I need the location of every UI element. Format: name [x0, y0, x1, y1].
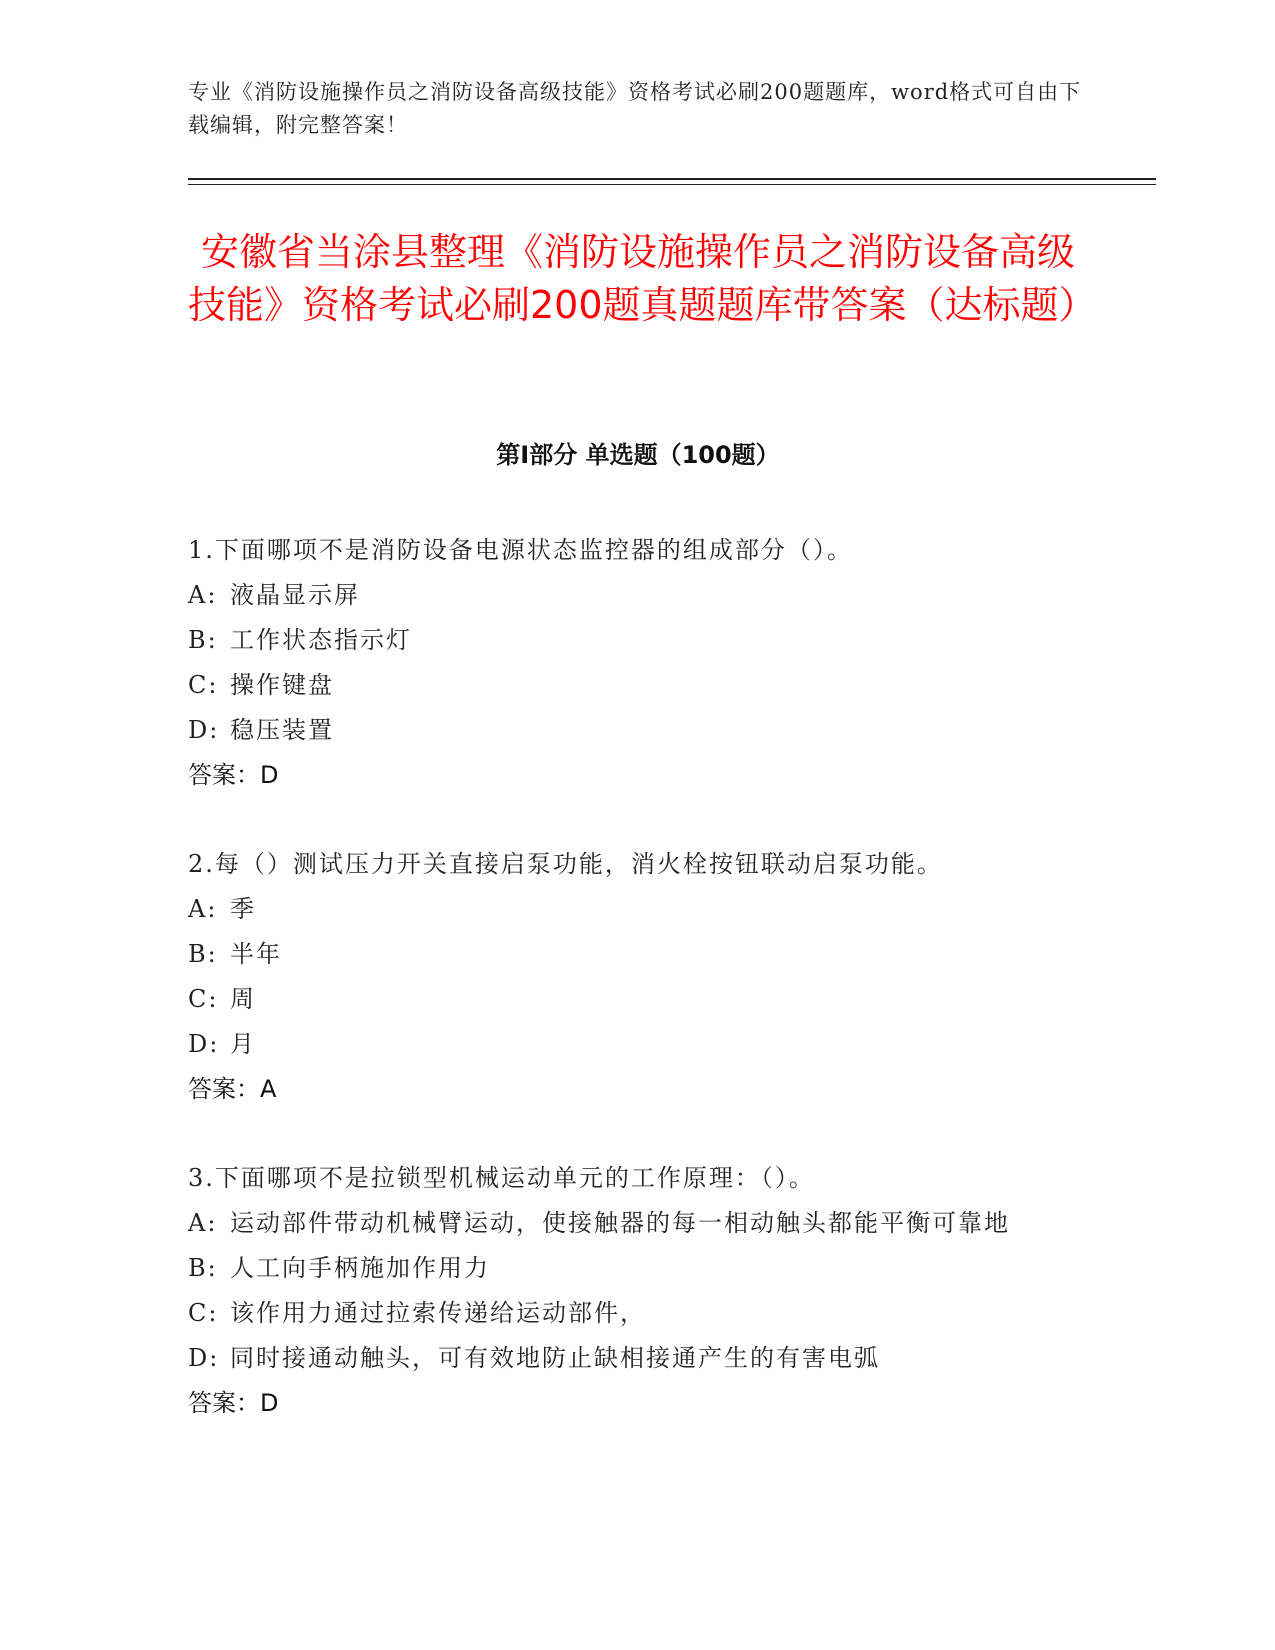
- option-key: C:: [188, 671, 219, 699]
- question-3: [188, 1156, 1088, 1426]
- option-text: 周: [230, 985, 256, 1013]
- option-text: 半年: [230, 940, 282, 968]
- option-c: [188, 977, 1088, 1022]
- option-text: 稳压装置: [230, 716, 334, 744]
- answer-line: [188, 1067, 1088, 1112]
- option-text: 月: [230, 1030, 256, 1058]
- answer-line: [188, 1381, 1088, 1426]
- option-key: B:: [188, 940, 218, 968]
- question-stem: 2.每（）测试压力开关直接启泵功能，消火栓按钮联动启泵功能。: [188, 850, 943, 878]
- option-b: [188, 1246, 1088, 1291]
- option-key: A:: [188, 895, 218, 923]
- option-a: [188, 887, 1088, 932]
- option-text: 同时接通动触头，可有效地防止缺相接通产生的有害电弧: [230, 1344, 880, 1372]
- option-a: [188, 573, 1088, 618]
- answer-label: 答案：: [188, 1389, 260, 1417]
- answer-value: D: [260, 1389, 279, 1417]
- header-rule-thin: [188, 184, 1156, 185]
- option-key: D:: [188, 1030, 220, 1058]
- option-b: [188, 618, 1088, 663]
- option-b: [188, 932, 1088, 977]
- option-text: 季: [230, 895, 256, 923]
- option-key: B:: [188, 626, 218, 654]
- option-text: 人工向手柄施加作用力: [230, 1254, 490, 1282]
- option-key: D:: [188, 1344, 220, 1372]
- question-1: [188, 528, 1088, 798]
- option-key: C:: [188, 985, 219, 1013]
- answer-label: 答案：: [188, 761, 260, 789]
- option-text: 运动部件带动机械臂运动，使接触器的每一相动触头都能平衡可靠地: [230, 1209, 1010, 1237]
- answer-value: D: [260, 761, 279, 789]
- question-stem: 1.下面哪项不是消防设备电源状态监控器的组成部分（）。: [188, 536, 853, 564]
- option-c: [188, 663, 1088, 708]
- option-text: 工作状态指示灯: [230, 626, 412, 654]
- question-2: [188, 842, 1088, 1112]
- option-c: [188, 1291, 1088, 1336]
- answer-value: A: [260, 1075, 277, 1103]
- option-key: A:: [188, 1209, 218, 1237]
- document-title: 安徽省当涂县整理《消防设施操作员之消防设备高级技能》资格考试必刷200题真题题库带答案（达标题）: [188, 230, 1097, 327]
- answer-label: 答案：: [188, 1075, 260, 1103]
- option-d: [188, 1336, 1088, 1381]
- option-d: [188, 708, 1088, 753]
- question-list: [188, 528, 1088, 1470]
- option-text: 操作键盘: [230, 671, 334, 699]
- option-text: 液晶显示屏: [230, 581, 360, 609]
- option-key: D:: [188, 716, 220, 744]
- answer-line: [188, 753, 1088, 798]
- header-note: 专业《消防设施操作员之消防设备高级技能》资格考试必刷200题题库，word格式可自由下载编辑，附完整答案！: [188, 80, 1082, 137]
- option-key: A:: [188, 581, 218, 609]
- option-d: [188, 1022, 1088, 1067]
- header-rule-thick: [188, 178, 1156, 180]
- option-key: B:: [188, 1254, 218, 1282]
- section-title: 第Ⅰ部分 单选题（100题）: [496, 441, 780, 469]
- option-key: C:: [188, 1299, 219, 1327]
- option-text: 该作用力通过拉索传递给运动部件，: [230, 1299, 646, 1327]
- option-a: [188, 1201, 1088, 1246]
- question-stem: 3.下面哪项不是拉锁型机械运动单元的工作原理：（）。: [188, 1164, 815, 1192]
